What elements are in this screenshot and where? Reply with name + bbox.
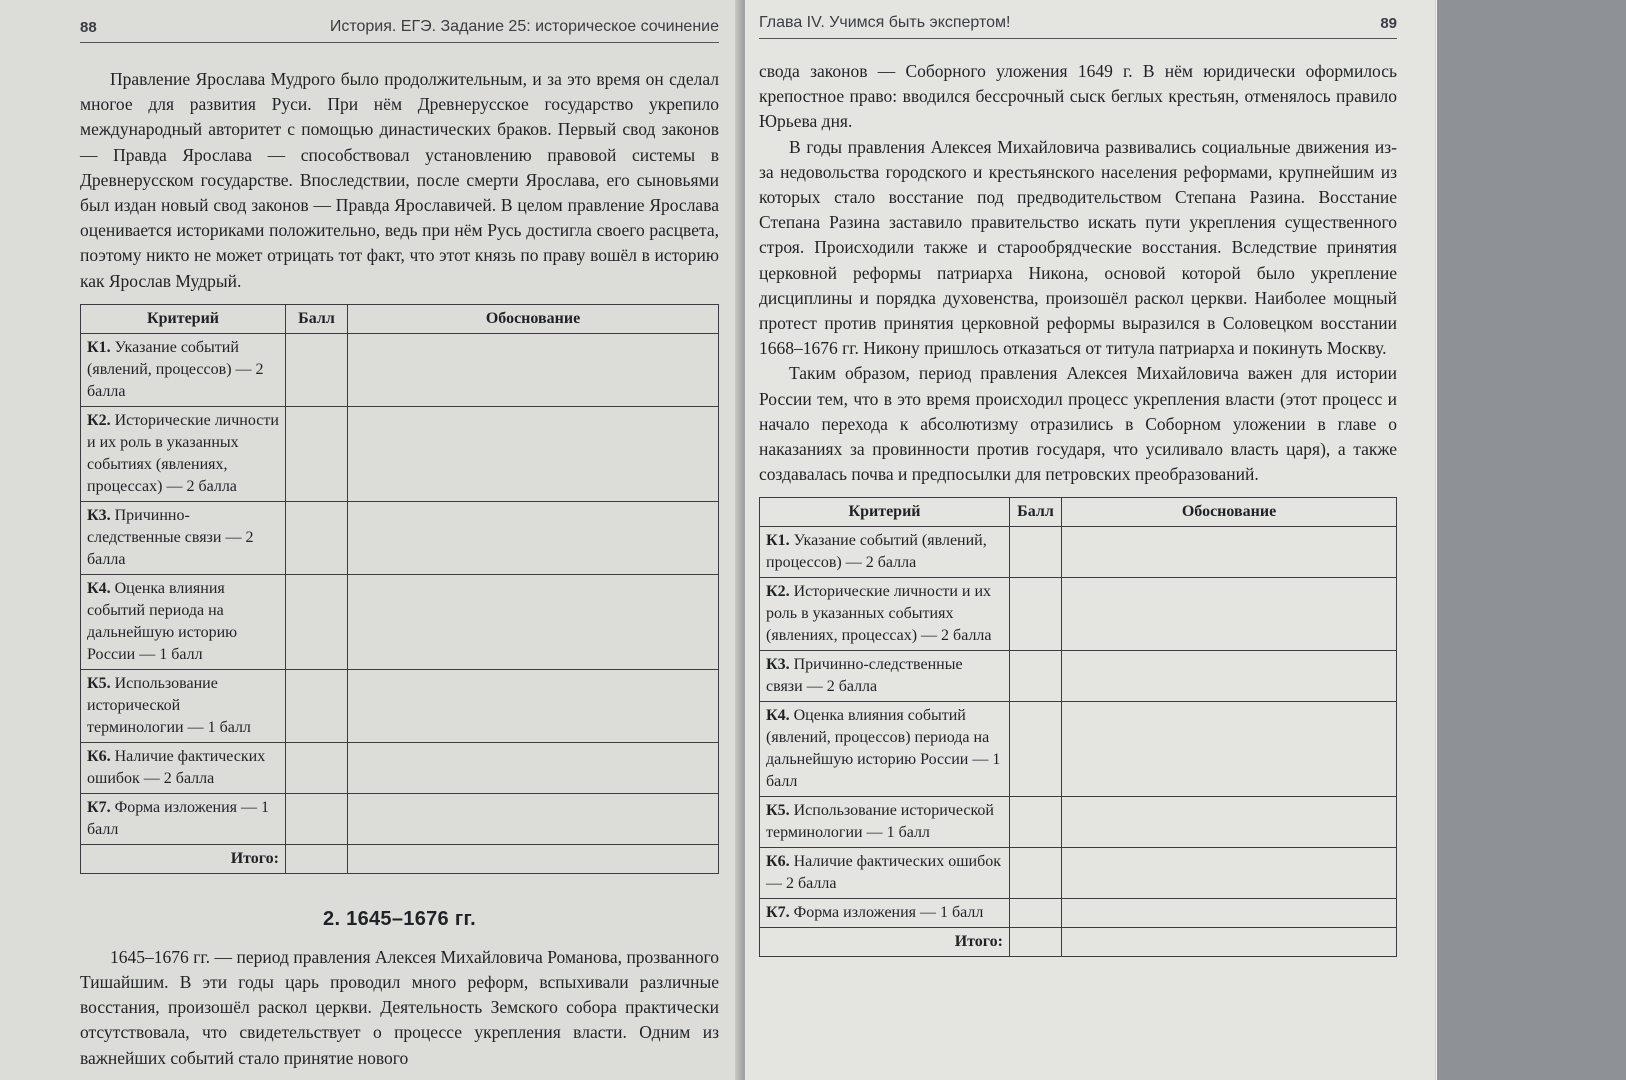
paragraph: свода законов — Соборного уложения 1649 г. В нём юридически оформилось крепостное право: вводился бессрочный сыск беглых крестьян, отменялось правило Юрьева дня.	[759, 61, 1397, 132]
justification-cell	[348, 501, 719, 574]
criterion-cell	[81, 574, 286, 669]
criterion-code: К3.	[87, 506, 111, 524]
score-cell	[1010, 899, 1062, 928]
header-justification: Обоснование	[348, 304, 719, 333]
header-criterion: Критерий	[81, 304, 286, 333]
criterion-text: Оценка влияния событий периода на дальнейшую историю России — 1 балл	[87, 579, 238, 663]
total-justification-cell	[348, 844, 719, 873]
criterion-text: Указание событий (явлений, процессов) — 2 балла	[766, 532, 987, 572]
score-cell	[286, 333, 348, 406]
criterion-code: К6.	[766, 853, 790, 871]
criterion-text: Указание событий (явлений, процессов) — 2 балла	[87, 338, 264, 400]
score-cell	[1010, 797, 1062, 848]
criterion-cell	[81, 669, 286, 742]
left-running-head: История. ЕГЭ. Задание 25: историческое сочинение	[329, 18, 719, 35]
justification-cell	[348, 793, 719, 844]
criterion-code: К4.	[87, 579, 111, 597]
criterion-text: Форма изложения — 1 балл	[87, 798, 270, 838]
criterion-cell	[760, 797, 1010, 848]
right-body-text	[759, 59, 1397, 487]
table-row	[81, 742, 719, 793]
total-justification-cell	[1062, 928, 1397, 957]
criterion-code: К7.	[87, 798, 111, 816]
criterion-cell	[81, 406, 286, 501]
header-criterion: Критерий	[760, 498, 1010, 527]
left-page-number: 88	[80, 19, 97, 36]
score-cell	[1010, 651, 1062, 702]
right-page	[745, 0, 1435, 1080]
left-running-header	[80, 18, 719, 43]
table-row	[81, 333, 719, 406]
header-score: Балл	[286, 304, 348, 333]
table-row	[760, 651, 1397, 702]
criterion-code: К5.	[87, 674, 111, 692]
header-justification: Обоснование	[1062, 498, 1397, 527]
criterion-cell	[760, 702, 1010, 797]
paragraph: В годы правления Алексея Михайловича развивались социальные движения из-за недовольства городского и крестьянского населения реформами, крупнейшим из которых стало восстание под предводительством Степана Разина. Восстание Степана Разина заставило правительство искать пути укрепления существенного строя. Происходили также и старообрядческие восстания. Вследствие принятия церковной реформы патриарха Никона, основой которой было укрепление дисциплины и порядка духовенства, произошёл раскол церкви. Наиболее мощный протест против принятия церковной реформы выразился в Соловецком восстании 1668–1676 гг. Никону пришлось отказаться от титула патриарха и покинуть Москву.	[759, 136, 1397, 359]
criterion-text: Причинно-следственные связи — 2 балла	[87, 506, 254, 568]
table-row	[760, 527, 1397, 578]
table-row	[760, 848, 1397, 899]
right-running-header	[759, 14, 1397, 39]
paragraph: Правление Ярослава Мудрого было продолжительным, и за это время он сделал многое для развития Руси. При нём Древнерусское государство укрепило международный авторитет с помощью династических браков. Первый свод законов — Правда Ярослава — способствовал установлению правовой системы в Древнерусском государстве. Впоследствии, после смерти Ярослава, его сыновьями был издан новый свод законов — Правда Ярославичей. В целом правление Ярослава оценивается историками положительно, ведь при нём Русь достигла своего расцвета, поэтому никто не может отрицать тот факт, что этот князь по праву вошёл в историю как Ярослав Мудрый.	[80, 69, 719, 291]
criterion-text: Использование исторической терминологии — 1 балл	[766, 802, 994, 842]
criterion-cell	[760, 651, 1010, 702]
table-row	[760, 702, 1397, 797]
criterion-code: К1.	[766, 532, 790, 550]
justification-cell	[348, 406, 719, 501]
score-cell	[1010, 527, 1062, 578]
justification-cell	[348, 742, 719, 793]
right-criteria-table	[759, 497, 1397, 957]
table-total-row	[760, 928, 1397, 957]
right-page-number: 89	[1380, 15, 1397, 32]
criterion-text: Использование исторической терминологии — 1 балл	[87, 674, 251, 736]
background	[1435, 0, 1626, 1080]
criterion-text: Оценка влияния событий (явлений, процессов) периода на дальнейшую историю России — 1 балл	[766, 707, 1001, 791]
left-criteria-table	[80, 304, 719, 874]
table-row	[760, 797, 1397, 848]
total-label: Итого:	[760, 928, 1010, 957]
score-cell	[1010, 578, 1062, 651]
score-cell	[286, 742, 348, 793]
criterion-cell	[81, 333, 286, 406]
justification-cell	[1062, 578, 1397, 651]
criterion-text: Причинно-следственные связи — 2 балла	[766, 656, 963, 696]
score-cell	[286, 793, 348, 844]
score-cell	[1010, 848, 1062, 899]
justification-cell	[1062, 899, 1397, 928]
score-cell	[1010, 702, 1062, 797]
score-cell	[286, 574, 348, 669]
criterion-cell	[81, 793, 286, 844]
score-cell	[286, 501, 348, 574]
criterion-code: К4.	[766, 707, 790, 725]
criterion-code: К2.	[766, 583, 790, 601]
table-row	[81, 501, 719, 574]
total-score-cell	[286, 844, 348, 873]
header-score: Балл	[1010, 498, 1062, 527]
criterion-cell	[760, 899, 1010, 928]
table-row	[81, 574, 719, 669]
table-row	[81, 669, 719, 742]
criterion-code: К7.	[766, 904, 790, 922]
criterion-text: Исторические личности и их роль в указанных событиях (явлениях, процессах) — 2 балла	[87, 411, 279, 495]
paragraph: Таким образом, период правления Алексея Михайловича важен для истории России тем, что в это время происходил процесс укрепления власти (этот процесс и начало перехода к абсолютизму отразились в Соборном уложении в главе о наказаниях за провинности против государя, что усиливало власть царя), а также создавалась почва и предпосылки для петровских преобразований.	[759, 363, 1397, 485]
paragraph: 1645–1676 гг. — период правления Алексея Михайловича Романова, прозванного Тишайшим. В эти годы царь проводил много реформ, вспыхивали различные восстания, произошёл раскол церкви. Деятельность Земского собора практически отсутствовала, что свидетельствует о процессе укрепления власти. Одним из важнейших событий стало принятие нового	[80, 946, 719, 1068]
table-row	[81, 793, 719, 844]
criterion-text: Наличие фактических ошибок — 2 балла	[87, 747, 266, 787]
criterion-cell	[760, 848, 1010, 899]
right-running-head: Глава IV. Учимся быть экспертом!	[759, 14, 1011, 31]
justification-cell	[1062, 527, 1397, 578]
criterion-cell	[81, 742, 286, 793]
criterion-cell	[760, 578, 1010, 651]
criterion-code: К5.	[766, 802, 790, 820]
criterion-cell	[760, 527, 1010, 578]
justification-cell	[348, 669, 719, 742]
criterion-code: К2.	[87, 411, 111, 429]
left-page	[0, 0, 745, 1080]
criterion-code: К6.	[87, 747, 111, 765]
table-row	[81, 406, 719, 501]
left-body-text	[80, 67, 719, 294]
table-total-row	[81, 844, 719, 873]
criterion-code: К1.	[87, 338, 111, 356]
criterion-cell	[81, 501, 286, 574]
justification-cell	[348, 333, 719, 406]
justification-cell	[1062, 848, 1397, 899]
table-row	[760, 899, 1397, 928]
section-title: 2. 1645–1676 гг.	[323, 907, 476, 930]
table-row	[760, 578, 1397, 651]
criterion-text: Наличие фактических ошибок — 2 балла	[766, 853, 1002, 893]
justification-cell	[1062, 651, 1397, 702]
criterion-text: Исторические личности и их роль в указанных событиях (явлениях, процессах) — 2 балла	[766, 583, 992, 645]
justification-cell	[1062, 797, 1397, 848]
total-label: Итого:	[81, 844, 286, 873]
criterion-text: Форма изложения — 1 балл	[793, 904, 984, 922]
score-cell	[286, 669, 348, 742]
section-body-text	[80, 945, 719, 1071]
total-score-cell	[1010, 928, 1062, 957]
score-cell	[286, 406, 348, 501]
justification-cell	[1062, 702, 1397, 797]
justification-cell	[348, 574, 719, 669]
criterion-code: К3.	[766, 656, 790, 674]
